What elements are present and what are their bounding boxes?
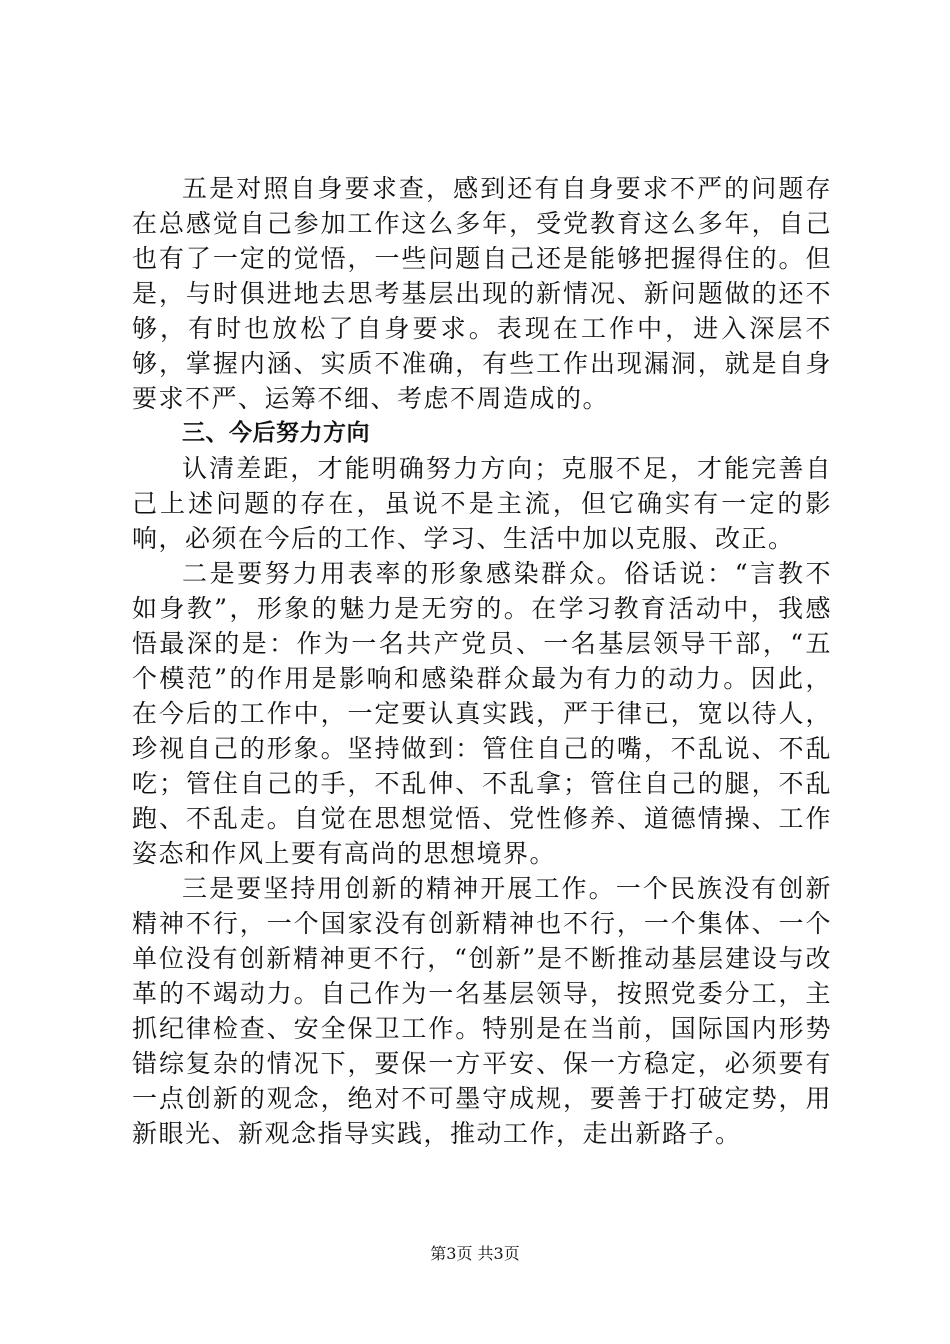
paragraph-recognize-gaps: 认清差距，才能明确努力方向；克服不足，才能完善自己上述问题的存在，虽说不是主流，但它确实有一定的影响，必须在今后的工作、学习、生活中加以克服、改正。 bbox=[132, 454, 832, 553]
page-number-label: 第3页 共3页 bbox=[430, 1244, 520, 1263]
section-heading: 三、今后努力方向 bbox=[182, 420, 370, 446]
paragraph-self-requirements: 五是对照自身要求查，感到还有自身要求不严的问题存在总感觉自己参加工作这么多年，受党教育这么多年，自己也有了一定的觉悟，一些问题自己还是能够把握得住的。但是，与时俱进地去思考基层出现的新情况、新问题做的还不够，有时也放松了自身要求。表现在工作中，进入深层不够，掌握内涵、实质不准确，有些工作出现漏洞，就是自身要求不严、运筹不细、考虑不周造成的。 bbox=[132, 174, 832, 413]
page-footer bbox=[0, 1244, 950, 1264]
document-body bbox=[132, 171, 832, 1151]
paragraph-innovation-spirit: 三是要坚持用创新的精神开展工作。一个民族没有创新精神不行，一个国家没有创新精神也不行，一个集体、一个单位没有创新精神更不行，“创新”是不断推动基层建设与改革的不竭动力。自己作为一名基层领导，按照党委分工，主抓纪律检查、安全保卫工作。特别是在当前，国际国内形势错综复杂的情况下，要保一方平安、保一方稳定，必须要有一点创新的观念，绝对不可墨守成规，要善于打破定势，用新眼光、新观念指导实践，推动工作，走出新路子。 bbox=[132, 874, 832, 1148]
paragraph-exemplary-image: 二是要努力用表率的形象感染群众。俗话说：“言教不如身教”，形象的魅力是无穷的。在学习教育活动中，我感悟最深的是：作为一名共产党员、一名基层领导干部，“五个模范”的作用是影响和感染群众最为有力的动力。因此，在今后的工作中，一定要认真实践，严于律已，宽以待人，珍视自己的形象。坚持做到：管住自己的嘴，不乱说、不乱吃；管住自己的手，不乱伸、不乱拿；管住自己的腿，不乱跑、不乱走。自觉在思想觉悟、党性修养、道德情操、工作姿态和作风上要有高尚的思想境界。 bbox=[132, 559, 832, 868]
